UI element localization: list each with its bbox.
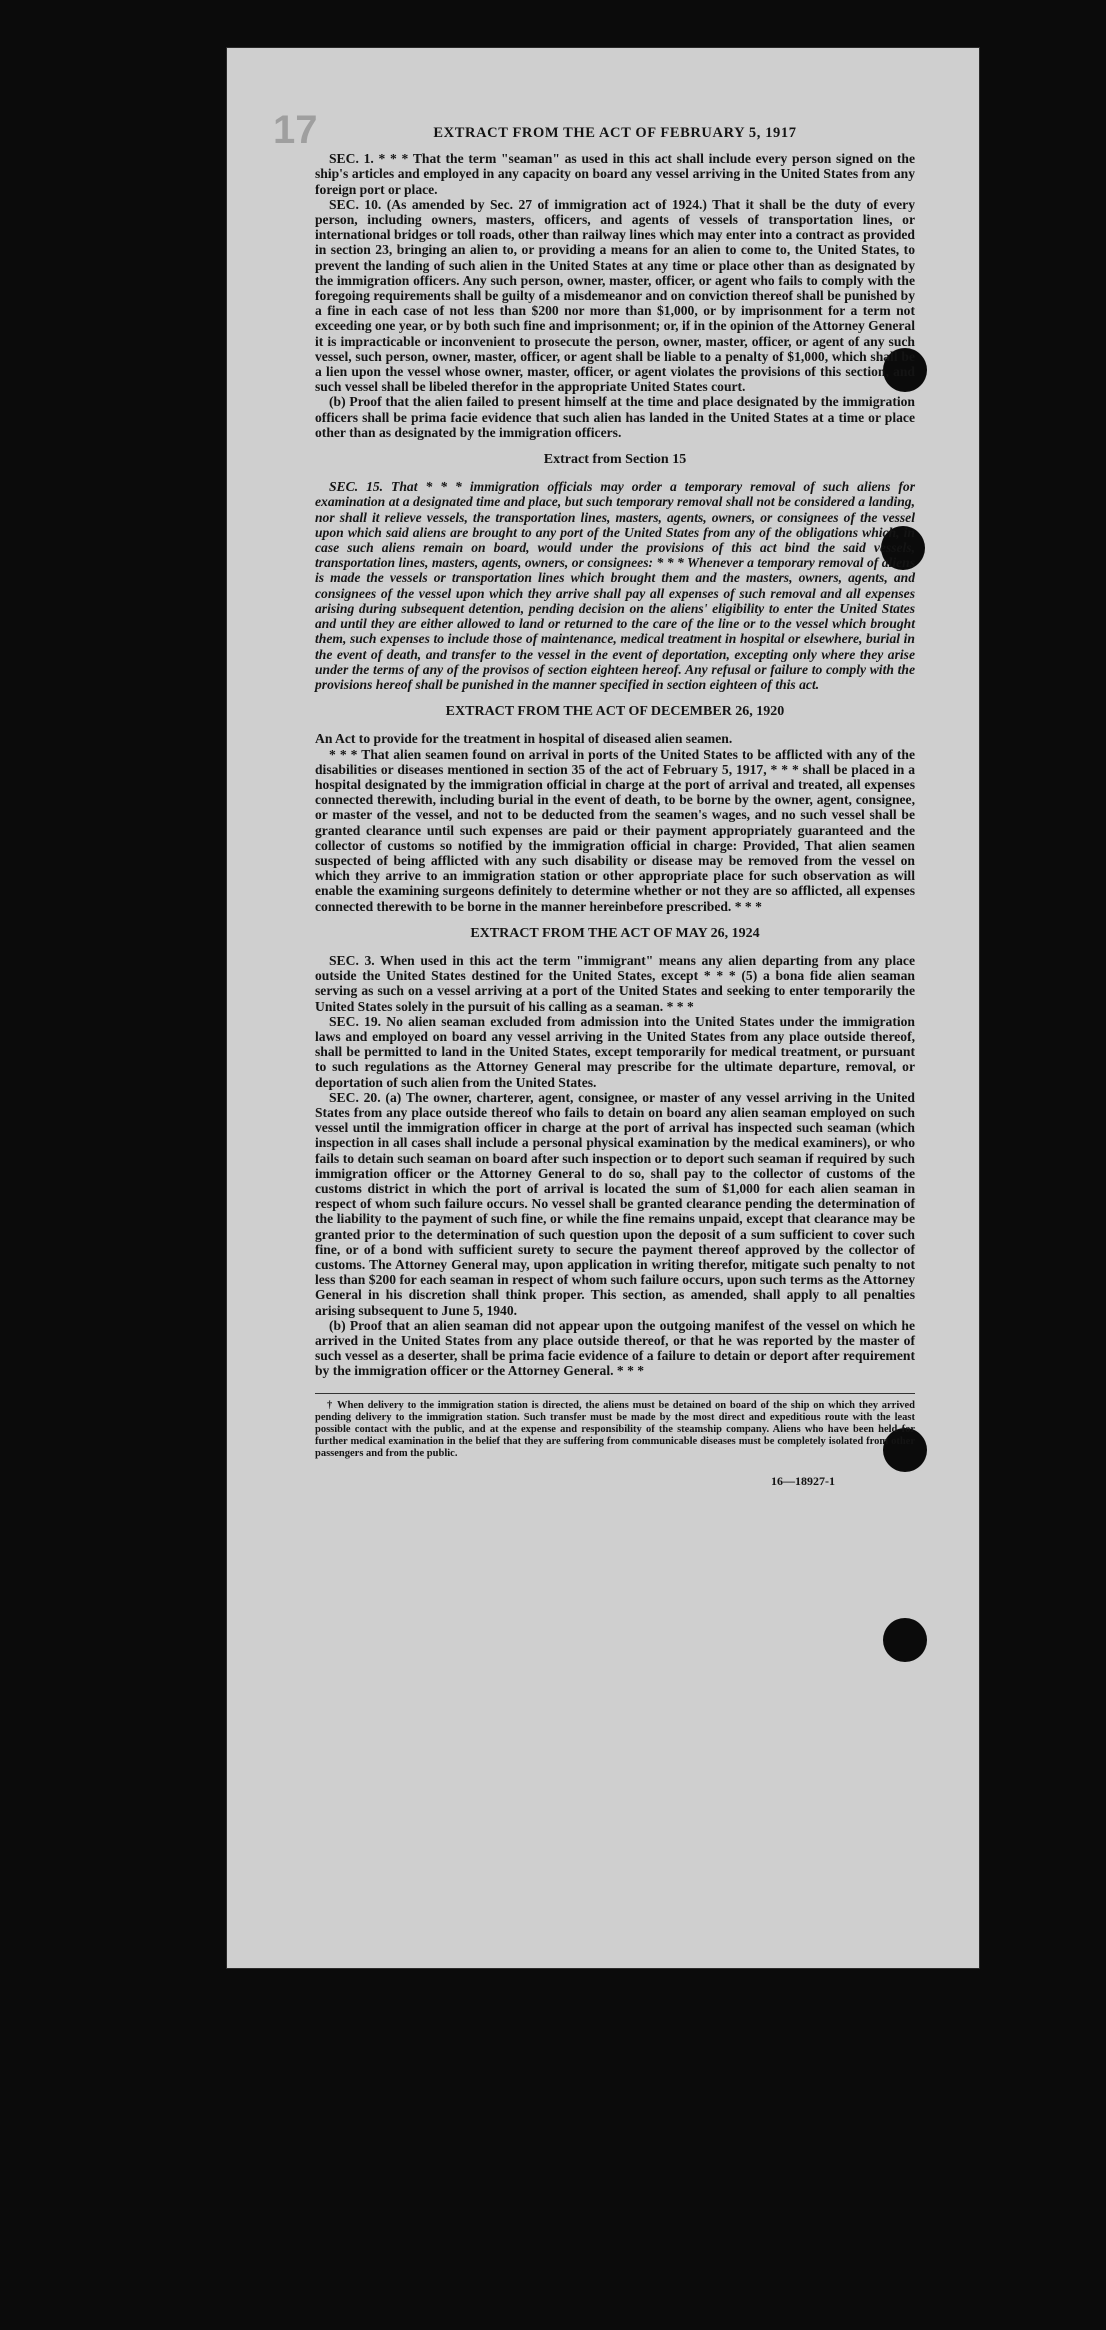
heading-section-15: Extract from Section 15 (543, 452, 687, 468)
paragraph-sec-10: SEC. 10. (As amended by Sec. 27 of immigration act of 1924.) That it shall be the duty of every person, including owners, masters, officers, and agents of vessels of transportation lines, or international bridges or toll roads, other than railway lines which may enter into a contract as provided in section 23, bringing an alien to, or providing a means for an alien to come to, the United States, to prevent the landing of such alien in the United States at any time or place other than as designated by the immigration officers. Any such person, owner, master, officer, or agent who fails to comply with the foregoing requirements shall be guilty of a misdemeanor and on conviction thereof shall be punished by a fine in each case of not less than $200 nor more than $1,000, or by imprisonment for a term not exceeding one year, or by both such fine and imprisonment; or, if in the opinion of the Attorney General it is impracticable or inconvenient to prosecute the person, owner, master, officer, or agent of any such vessel, such person, owner, master, officer, or agent shall be liable to a penalty of $1,000, which shall be a lien upon the vessel whose owner, master, officer, or agent violates the provisions of this section, and such vessel shall be libeled therefor in the appropriate United States court. (315, 196, 915, 395)
heading-act-1924: EXTRACT FROM THE ACT OF MAY 26, 1924 (470, 925, 760, 941)
heading-act-1917: EXTRACT FROM THE ACT OF FEBRUARY 5, 1917 (433, 125, 797, 141)
document-body (315, 126, 915, 1489)
paragraph-sec-20: SEC. 20. (a) The owner, charterer, agent, consignee, or master of any vessel arriving in the United States from any place outside thereof who fails to detain on board any alien seaman employed on such vessel until the immigration officer in charge at the port of arrival has inspected such seaman (which inspection in all cases shall include a personal physical examination by the medical examiners), or who fails to detain such seaman on board after such inspection or to deport such seaman if required by such immigration officer or the Attorney General to do so, shall pay to the collector of customs of the customs district in which the port of arrival is located the sum of $1,000 for each alien seaman in respect of whom such failure occurs. No vessel shall be granted clearance pending the determination of the liability to the payment of such fine, or while the fine remains unpaid, except that clearance may be granted prior to the determination of such question upon the deposit of a sum sufficient to cover such fine, or of a bond with sufficient surety to secure the payment thereof approved by the collector of customs. The Attorney General may, upon application in writing therefor, mitigate such penalty to not less than $200 for each seaman in respect of whom such failure occurs, upon such terms as the Attorney General in his discretion shall think proper. This section, as amended, shall apply to all penalties arising subsequent to June 5, 1940. (315, 1089, 915, 1318)
paragraph-1920-body: * * * That alien seamen found on arrival in ports of the United States to be afflicted with any of the disabilities or diseases mentioned in section 35 of the act of February 5, 1917, * * * shall be placed in a hospital designated by the immigration official in charge at the port of arrival and treated, all expenses connected therewith, including burial in the event of death, to be borne by the owner, agent, consignee, or master of the vessel, and not to be deducted from the seamen's wages, and no such vessel shall be granted clearance until such expenses are paid or their payment appropriately guaranteed and the collector of customs so notified by the immigration official in charge: Provided, That alien seamen suspected of being afflicted with any such disability or disease may be removed from the vessel on which they arrive to an immigration station or other appropriate place for such observation as will enable the examining surgeons definitely to determine whether or not they are so afflicted, all expenses connected therewith to be borne in the manner hereinbefore prescribed. * * * (315, 746, 915, 914)
paragraph-sec-10b: (b) Proof that the alien failed to present himself at the time and place designated by the immigration officers shall be prima facie evidence that such alien has landed in the United States at a time or place other than as designated by the immigration officers. (315, 394, 915, 440)
document-page (227, 48, 979, 1968)
paragraph-sec-15: SEC. 15. That * * * immigration officials may order a temporary removal of such aliens for examination at a designated time and place, but such temporary removal shall not be considered a landing, nor shall it relieve vessels, the transportation lines, masters, agents, owners, or consignees of the vessel upon which said aliens are brought to any port of the United States from any of the obligations which, in case such aliens remain on board, would under the provisions of this act bind the said vessels, transportation lines, masters, agents, owners, or consignees: * * * Whenever a temporary removal of aliens is made the vessels or transportation lines which brought them and the masters, owners, agents, and consignees of the vessel upon which they arrive shall pay all expenses of such removal and all expenses arising during subsequent detention, pending decision on the aliens' eligibility to enter the United States and until they are either allowed to land or returned to the care of the line or to the vessel which brought them, such expenses to include those of maintenance, medical treatment in hospital or elsewhere, burial in the event of death, and transfer to the vessel in the event of deportation, excepting only where they arise under the terms of any of the provisos of section eighteen hereof. Any refusal or failure to comply with the provisions hereof shall be punished in the manner specified in section eighteen of this act. (315, 479, 915, 692)
heading-act-1920: EXTRACT FROM THE ACT OF DECEMBER 26, 1920 (445, 704, 785, 720)
margin-stamp: 17 (273, 108, 318, 152)
paragraph-sec-20b: (b) Proof that an alien seaman did not appear upon the outgoing manifest of the vessel on which he arrived in the United States from any place outside thereof, or that he was reported by the master of such vessel as a deserter, shall be prima facie evidence of a failure to detain or deport after requirement by the immigration officer or the Attorney General. * * * (315, 1317, 915, 1379)
print-code: 16—18927-1 (771, 1473, 835, 1488)
punch-hole-4 (883, 1618, 927, 1662)
paragraph-sec-1: SEC. 1. * * * That the term "seaman" as used in this act shall include every person signed on the ship's articles and employed in any capacity on board any vessel arriving in the United States from any foreign port or place. (315, 151, 915, 197)
paragraph-sec-3: SEC. 3. When used in this act the term "immigrant" means any alien departing from any place outside the United States destined for the United States, except * * * (5) a bona fide alien seaman serving as such on a vessel arriving at a port of the United States and seeking to enter temporarily the United States solely in the pursuit of his calling as a seaman. * * * (315, 952, 915, 1014)
paragraph-1920-title: An Act to provide for the treatment in hospital of diseased alien seamen. (315, 731, 733, 747)
footnote: † When delivery to the immigration station is directed, the aliens must be detained on board of the ship on which they arrived pending delivery to the immigration station. Such transfer must be made by the most direct and expeditious route with the least possible contact with the public, and at the expense and responsibility of the steamship company. Aliens who have been held for further medical examination in the belief that they are suffering from communicable diseases must be completely isolated from other passengers and from the public. (315, 1393, 915, 1460)
paragraph-sec-19: SEC. 19. No alien seaman excluded from admission into the United States under the immigration laws and employed on board any vessel arriving in the United States from any place outside thereof, shall be permitted to land in the United States, except temporarily for medical treatment, or pursuant to such regulations as the Attorney General may prescribe for the ultimate departure, removal, or deportation of such alien from the United States. (315, 1013, 915, 1090)
